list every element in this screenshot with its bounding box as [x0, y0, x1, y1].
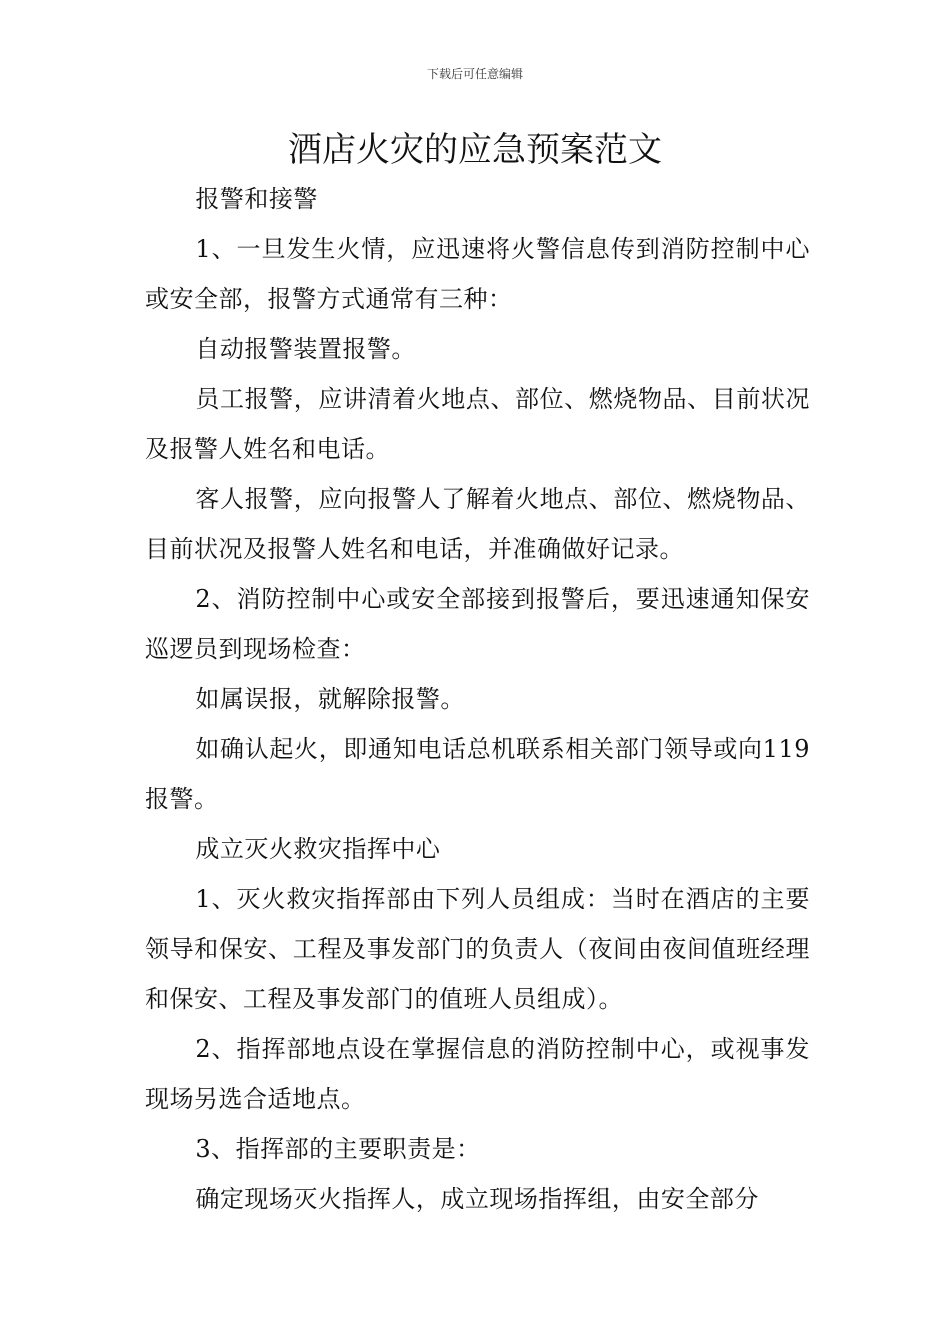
paragraph: 2、指挥部地点设在掌握信息的消防控制中心，或视事发现场另选合适地点。 [145, 1035, 810, 1113]
header-note: 下载后可任意编辑 [426, 67, 523, 81]
paragraph: 员工报警，应讲清着火地点、部位、燃烧物品、目前状况及报警人姓名和电话。 [145, 385, 810, 463]
paragraph: 如属误报，就解除报警。 [195, 685, 465, 713]
paragraph: 1、灭火救灾指挥部由下列人员组成：当时在酒店的主要领导和保安、工程及事发部门的负责人（夜间由夜间值班经理和保安、工程及事发部门的值班人员组成）。 [145, 885, 810, 1013]
paragraph: 3、指挥部的主要职责是： [195, 1135, 481, 1163]
paragraph: 如确认起火，即通知电话总机联系相关部门领导或向119报警。 [145, 735, 810, 813]
paragraph: 客人报警，应向报警人了解着火地点、部位、燃烧物品、 目前状况及报警人姓名和电话，并准确做好记录。 [145, 485, 810, 563]
document-body [145, 174, 810, 1224]
section-heading-alarm: 报警和接警 [195, 185, 318, 213]
paragraph: 自动报警装置报警。 [195, 335, 416, 363]
page-title: 酒店火灾的应急预案范文 [288, 130, 662, 170]
paragraph: 1、一旦发生火情，应迅速将火警信息传到消防控制中心或安全部，报警方式通常有三种： [145, 235, 810, 313]
paragraph: 2、消防控制中心或安全部接到报警后，要迅速通知保安巡逻员到现场检查： [145, 585, 810, 663]
section-heading-command-center: 成立灭火救灾指挥中心 [195, 835, 441, 863]
paragraph: 确定现场灭火指挥人，成立现场指挥组，由安全部分 [195, 1185, 759, 1213]
